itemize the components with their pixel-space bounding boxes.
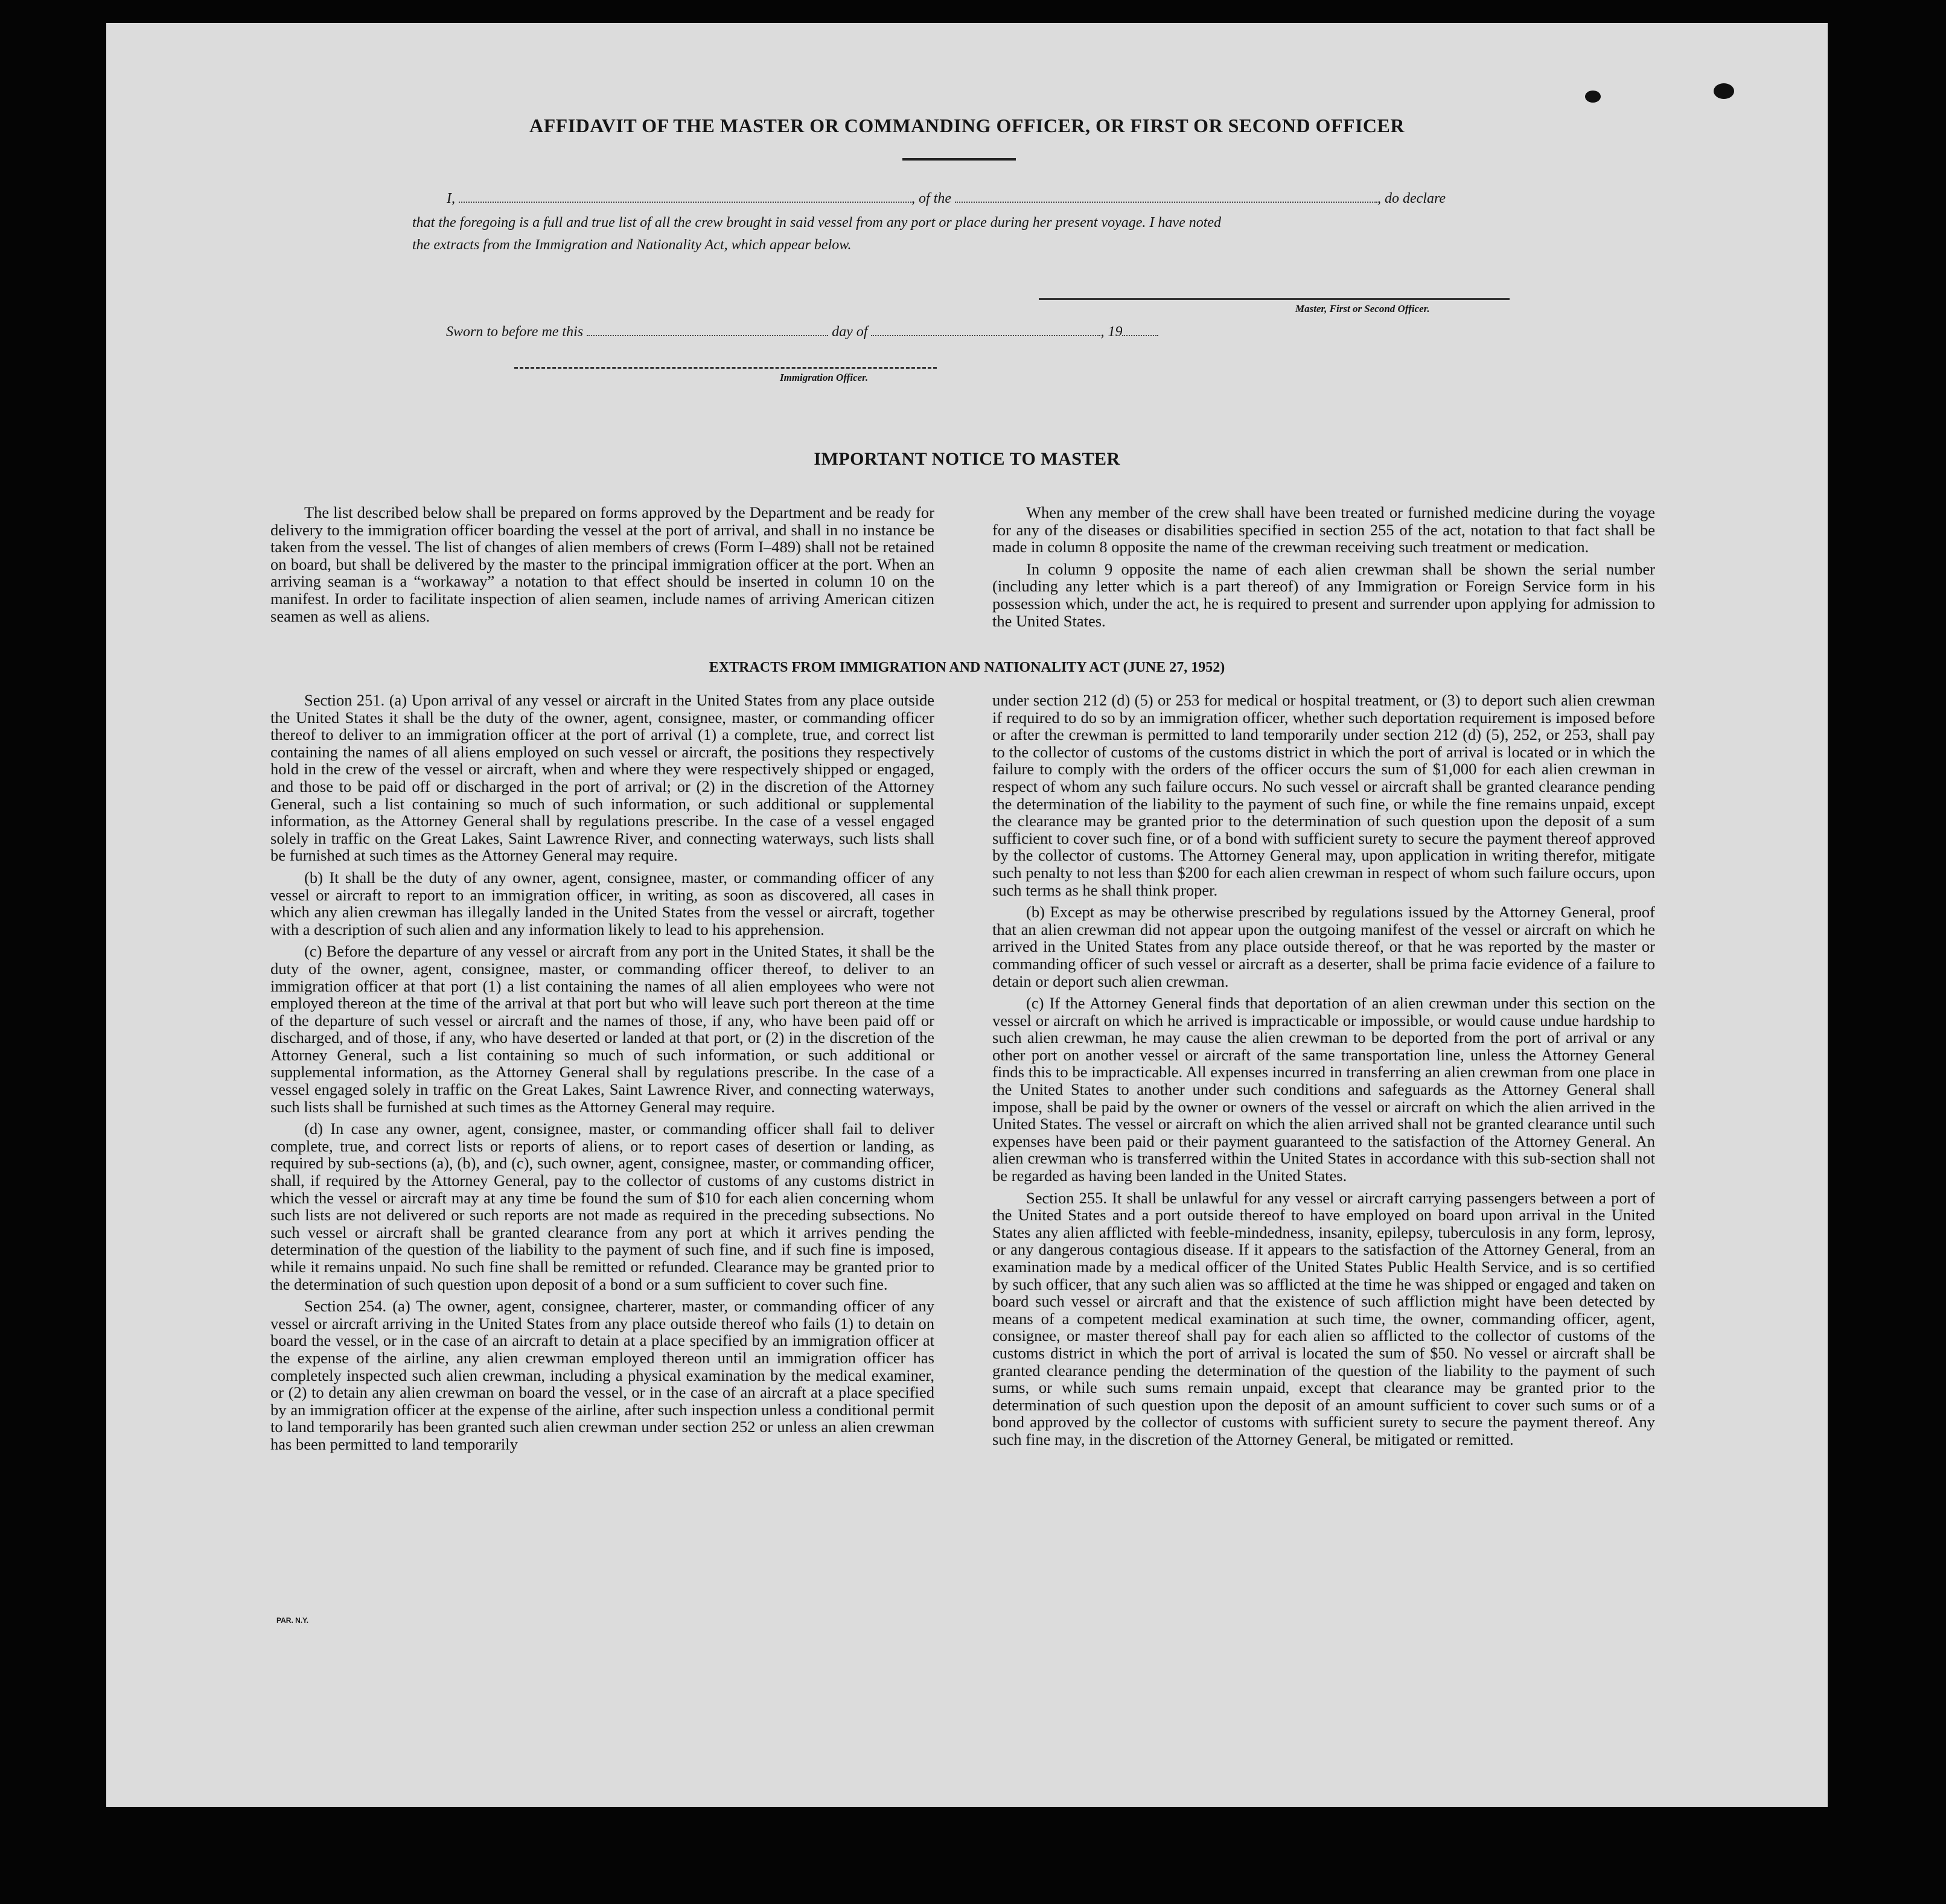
do-declare-label: , do declare	[1377, 191, 1446, 206]
statute-paragraph: Section 251. (a) Upon arrival of any vessel or aircraft in the United States from any place outside the United States it shall be the duty of the owner, agent, consignee, master, or commanding officer thereof to deliver to an immigration officer at the port of arrival (1) a complete, true, and correct list containing the names of all aliens employed on such vessel or aircraft, the positions they respectively hold in the crew of the vessel or aircraft, when and where they were respectively shipped or engaged, and those to be paid off or discharged in the port of arrival; or (2) in the discretion of the Attorney General, such a list containing so much of such information, or such additional or supplemental information, as the Attorney General shall by regulations prescribe. In the case of a vessel engaged solely in traffic on the Great Lakes, Saint Lawrence River, and connecting waterways, such lists shall be furnished at such times as the Attorney General may require.	[270, 691, 934, 865]
month-field[interactable]	[871, 323, 1100, 336]
day-of-label: day of	[832, 324, 868, 340]
statute-paragraph: under section 212 (d) (5) or 253 for medical or hospital treatment, or (3) to deport such alien crewman if required to do so by an immigration officer, whether such deportation requirement is imposed before or after the crewman is permitted to land temporarily under section 212 (d) (5), 252, or 253, shall pay to the collector of customs of the customs district in which the port of arrival is located or in which the failure to comply with the orders of the officer occurs the sum of $1,000 for each alien crewman in respect of whom any such failure occurs. No such vessel or aircraft shall be granted clearance pending the determination of the liability to the payment of such fine, or while the fine remains unpaid, except the clearance may be granted prior to the determination of such question upon the deposit of a sum sufficient to cover such fine, or of a bond with sufficient surety to secure the payment thereof approved by the collector of customs. The Attorney General may, upon application in writing therefor, mitigate such penalty to not less than $200 for each alien crewman in respect of whom such failure occurs, upon such terms as he shall think proper.	[992, 691, 1655, 899]
ink-smudge	[1714, 83, 1734, 99]
vessel-name-field[interactable]	[955, 189, 1377, 203]
declaration-line-1	[447, 187, 1624, 210]
extracts-right-column	[992, 692, 1655, 1448]
title-underline	[902, 158, 1016, 161]
declarant-prefix: I,	[447, 191, 455, 206]
affidavit-title: AFFIDAVIT OF THE MASTER OR COMMANDING OFFICER, OR FIRST OR SECOND OFFICER	[529, 115, 1405, 136]
of-the-label: , of the	[911, 191, 951, 206]
notice-right-column	[992, 504, 1655, 629]
sworn-label: Sworn to before me this	[446, 324, 584, 340]
notice-title: IMPORTANT NOTICE TO MASTER	[814, 449, 1120, 469]
extracts-left-column	[270, 692, 934, 1453]
year-field[interactable]	[1122, 323, 1158, 336]
statute-paragraph: (b) It shall be the duty of any owner, agent, consignee, master, or commanding officer of any vessel or aircraft to report to an immigration officer, in writing, as soon as discovered, all cases in which any alien crewman has illegally landed in the United States from the vessel or aircraft, together with a description of such alien and any information likely to lead to his apprehension.	[270, 868, 934, 938]
notice-paragraph: When any member of the crew shall have been treated or furnished medicine during the voyage for any of the diseases or disabilities specified in section 255 of the act, notation to that fact shall be made in column 8 opposite the name of the crewman receiving such treatment or medication.	[992, 503, 1655, 556]
master-signature-label: Master, First or Second Officer.	[1295, 303, 1430, 314]
master-signature-line[interactable]	[1039, 298, 1510, 300]
notice-left-column	[270, 504, 934, 625]
extracts-title: EXTRACTS FROM IMMIGRATION AND NATIONALITY ACT (JUNE 27, 1952)	[709, 660, 1225, 675]
declaration-line-3: the extracts from the Immigration and Nationality Act, which appear below.	[412, 237, 852, 253]
declarant-name-field[interactable]	[459, 189, 911, 203]
notice-paragraph: In column 9 opposite the name of each alien crewman shall be shown the serial number (including any letter which is a part thereof) of any Immigration or Foreign Service form in his possession which, under the act, he is required to present and surrender upon applying for admission to the United States.	[992, 559, 1655, 630]
ink-smudge	[1585, 91, 1601, 103]
sworn-line	[446, 320, 1351, 343]
statute-paragraph: (d) In case any owner, agent, consignee, master, or commanding officer shall fail to deliver complete, true, and correct lists or reports of aliens, or to report cases of desertion or landing, as required by sub-sections (a), (b), and (c), such owner, agent, consignee, master, or commanding officer, shall, if required by the Attorney General, pay to the collector of customs of any customs district in which the vessel or aircraft may at any time be found the sum of $10 for each alien concerning whom such lists are not delivered or such reports are not made as required in the preceding subsections. No such vessel or aircraft shall be granted clearance from any port at which it arrives pending the determination of the question of the liability to the payment of such fine, and if such fine is imposed, while it remains unpaid. No such fine shall be remitted or refunded. Clearance may be granted prior to the determination of such question upon deposit of a bond or a sum sufficient to cover such fine.	[270, 1119, 934, 1293]
statute-paragraph: (c) If the Attorney General finds that deportation of an alien crewman under this section on the vessel or aircraft on which he arrived is impracticable or impossible, or would cause undue hardship to such alien crewman, he may cause the alien crewman to be deported from the port of arrival or any other port on another vessel or aircraft of the same transportation line, unless the Attorney General finds this to be impracticable. All expenses incurred in transferring an alien crewman from one place in the United States to another under such conditions and safeguards as the Attorney General shall impose, shall be paid by the owner or owners of the vessel or aircraft on which the alien arrived in the United States. The vessel or aircraft on which the alien arrived shall not be granted clearance until such expenses have been paid or their payment guaranteed to the satisfaction of the Attorney General. An alien crewman who is transferred within the United States in accordance with this sub-section shall not be regarded as having been landed in the United States.	[992, 994, 1655, 1185]
year-label: , 19	[1100, 324, 1123, 340]
declaration-line-2: that the foregoing is a full and true list of all the crew brought in said vessel from any port or place during her present voyage. I have noted	[412, 215, 1222, 231]
immigration-officer-signature-line[interactable]	[514, 367, 937, 369]
printer-mark: PAR. N.Y.	[276, 1616, 309, 1625]
immigration-officer-label: Immigration Officer.	[780, 372, 869, 383]
statute-paragraph: Section 254. (a) The owner, agent, consignee, charterer, master, or commanding officer of any vessel or aircraft arriving in the United States from any place outside thereof who fails (1) to detain on board the vessel, or in the case of an aircraft to detain at a place specified by an immigration officer at the expense of the airline, any alien crewman employed thereon until an immigration officer has completely inspected such alien crewman, including a physical examination by the medical examiner, or (2) to detain any alien crewman on board the vessel, or in the case of an aircraft at a place specified by an immigration officer at the expense of the airline, after such inspection unless a conditional permit to land temporarily has been granted such alien crewman under section 252 or unless an alien crewman has been permitted to land temporarily	[270, 1297, 934, 1453]
statute-paragraph: (b) Except as may be otherwise prescribed by regulations issued by the Attorney General, proof that an alien crewman did not appear upon the outgoing manifest of the vessel or aircraft on which he arrived in the United States from any place outside thereof, or that he was reported by the master or commanding officer of such vessel or aircraft as a deserter, shall be prima facie evidence of a failure to detain or deport such alien crewman.	[992, 903, 1655, 990]
statute-paragraph: Section 255. It shall be unlawful for any vessel or aircraft carrying passengers between a port of the United States and a port outside thereof to have employed on board upon arrival in the United States any alien afflicted with feeble-mindedness, insanity, epilepsy, tuberculosis in any form, leprosy, or any dangerous contagious disease. If it appears to the satisfaction of the Attorney General, from an examination made by a medical officer of the United States Public Health Service, and is so certified by such officer, that any such alien was so afflicted at the time he was shipped or engaged and taken on board such vessel or aircraft and that the existence of such affliction might have been detected by means of a competent medical examination at such time, the owner, commanding officer, agent, consignee, or master thereof shall pay for each alien so afflicted to the collector of customs of the customs district in which the port of arrival is located the sum of $50. No vessel or aircraft shall be granted clearance pending the determination of the question of the liability to the payment of such sums, or while such sums remain unpaid, except that clearance may be granted prior to the determination of such question upon the deposit of an amount sufficient to cover such sums or of a bond approved by the collector of customs with sufficient surety to secure the payment thereof. Any such fine may, in the discretion of the Attorney General, be mitigated or remitted.	[992, 1188, 1655, 1448]
document-page	[106, 23, 1828, 1807]
day-field[interactable]	[587, 323, 828, 336]
notice-paragraph: The list described below shall be prepared on forms approved by the Department and be ready for delivery to the immigration officer boarding the vessel at the port of arrival, and shall in no instance be taken from the vessel. The list of changes of alien members of crews (Form I–489) shall not be retained on board, but shall be delivered by the master to the principal immigration officer at the port. When an arriving seaman is a “workaway” a notation to that effect should be inserted in column 10 on the manifest. In order to facilitate inspection of alien seamen, include names of arriving American citizen seamen as well as aliens.	[270, 503, 934, 625]
statute-paragraph: (c) Before the departure of any vessel or aircraft from any port in the United States, it shall be the duty of the owner, agent, consignee, master, or commanding officer thereof, to deliver to an immigration officer at that port (1) a list containing the names of all alien employees who were not employed thereon at the time of the arrival at that port but who will leave such port thereon at the time of the departure of such vessel or aircraft and the names of those, if any, who have been paid off or discharged, and of those, if any, who have deserted or landed at that port, or (2) in the discretion of the Attorney General, such a list containing so much of such information, or such additional or supplemental information, as the Attorney General shall by regulations prescribe. In the case of a vessel engaged solely in traffic on the Great Lakes, Saint Lawrence River, and connecting waterways, such lists shall be furnished at such times as the Attorney General may require.	[270, 942, 934, 1116]
